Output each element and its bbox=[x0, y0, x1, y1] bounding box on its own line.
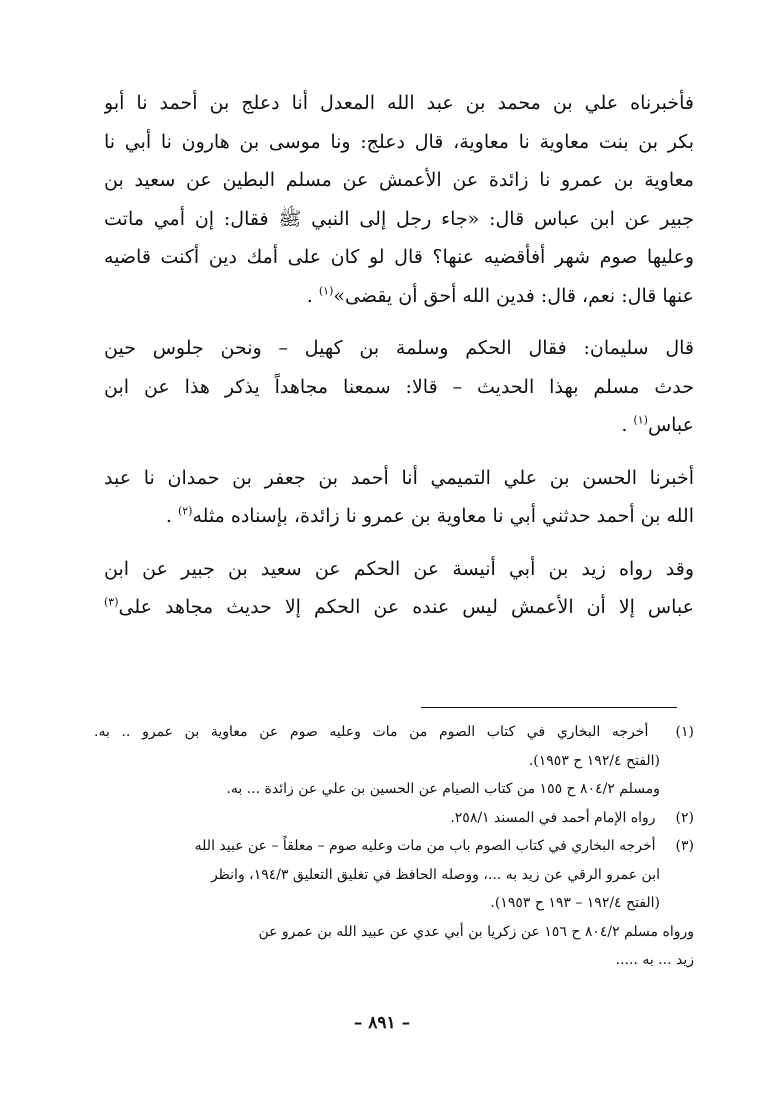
footnote-text: ومسلم ٨٠٤/٢ ح ١٥٥ من كتاب الصيام عن الحسين بن علي عن زائدة ... به. bbox=[226, 781, 660, 797]
footnote-ref: (١) bbox=[633, 413, 648, 427]
footnote-line bbox=[94, 747, 694, 776]
footnote-text: (الفتح ١٩٢/٤ – ١٩٣ ح ١٩٥٣). bbox=[490, 895, 660, 911]
footnote-text: أخرجه البخاري في كتاب الصوم من مات وعليه صوم عن معاوية بن عمرو .. به. bbox=[94, 724, 649, 740]
text-line: جبير عن ابن عباس قال: «جاء رجل إلى النبي ﷺ فقال: إن أمي ماتت bbox=[104, 207, 694, 230]
footnote-line bbox=[94, 832, 694, 861]
footnote-line bbox=[94, 861, 694, 890]
text-line: عنها قال: نعم، قال: فدين الله أحق أن يقضى» bbox=[333, 284, 694, 307]
footnote-text: أخرجه البخاري في كتاب الصوم باب من مات وعليه صوم – معلقاً – عن عبيد الله bbox=[194, 838, 656, 854]
text-line: وقد رواه زيد بن أبي أنيسة عن الحكم عن سعيد بن جبير عن ابن bbox=[104, 557, 694, 580]
main-text bbox=[104, 84, 694, 641]
footnote-number: (٢) bbox=[675, 809, 694, 826]
footnote-line bbox=[94, 918, 694, 947]
paragraph-2 bbox=[104, 329, 694, 445]
text-line: قال سليمان: فقال الحكم وسلمة بن كهيل – ونحن جلوس حين bbox=[104, 337, 694, 359]
footnote-number: (٣) bbox=[675, 838, 694, 854]
footnote-separator bbox=[421, 707, 677, 708]
footnotes bbox=[94, 718, 694, 975]
paragraph-3 bbox=[104, 459, 694, 536]
text-line-with-ref bbox=[104, 588, 694, 627]
footnote-ref: (٢) bbox=[177, 504, 193, 518]
text-line-with-ref: عباس$^{(١)}$ . bbox=[621, 413, 694, 436]
text-line: حدث مسلم بهذا الحديث – قالا: سمعنا مجاهداً يذكر هذا عن ابن bbox=[104, 375, 694, 398]
paragraph-4 bbox=[104, 550, 694, 627]
footnote-text: زيد ... به ..... bbox=[615, 952, 694, 968]
text-line-with-ref: الله بن أحمد حدثني أبي نا معاوية بن عمرو نا زائدة، بإسناده مثله$^{(٢)}$ . bbox=[165, 504, 694, 527]
footnote-ref: (١) bbox=[318, 284, 334, 298]
text-line: معاوية بن عمرو نا زائدة عن الأعمش عن مسلم البطين عن سعيد بن bbox=[104, 169, 694, 191]
footnote-text: ابن عمرو الرقي عن زيد به ...، ووصله الحافظ في تغليق التعليق ١٩٤/٣، وانظر bbox=[210, 866, 660, 883]
text-line: فأخبرناه علي بن محمد بن عبد الله المعدل أنا دعلج بن أحمد نا أبو bbox=[104, 92, 694, 114]
text-line: عباس إلا أن الأعمش ليس عنده عن الحكم إلا حديث مجاهد على bbox=[118, 596, 694, 618]
footnote-line bbox=[94, 775, 694, 804]
footnote-text: (الفتح ١٩٢/٤ ح ١٩٥٣). bbox=[528, 752, 660, 769]
footnote-line bbox=[94, 718, 694, 747]
footnote-line bbox=[94, 889, 694, 918]
text-line: وعليها صوم شهر أفأقضيه عنها؟ قال لو كان على أمك دين أكنت قاضيه bbox=[104, 246, 694, 268]
text-line: عباس bbox=[647, 414, 694, 436]
footnote-number: (١) bbox=[675, 724, 694, 740]
text-line: أخبرنا الحسن بن علي التميمي أنا أحمد بن جعفر بن حمدان نا عبد bbox=[104, 466, 694, 489]
footnote-line bbox=[94, 804, 694, 833]
footnote-line bbox=[94, 946, 694, 975]
paragraph-1 bbox=[104, 84, 694, 315]
text-line: الله بن أحمد حدثني أبي نا معاوية بن عمرو نا زائدة، بإسناده مثله bbox=[192, 505, 694, 527]
footnote-ref: (٣) bbox=[104, 595, 119, 609]
text-line: بكر بن بنت معاوية نا معاوية، قال دعلج: ونا موسى بن هارون نا أبي نا bbox=[104, 130, 694, 153]
footnote-text: رواه الإمام أحمد في المسند ٢٥٨/١. bbox=[450, 809, 656, 826]
footnote-text: ورواه مسلم ٨٠٤/٢ ح ١٥٦ عن زكريا بن أبي عدي عن عبيد الله بن عمرو عن bbox=[258, 923, 694, 940]
text-line-with-ref: عنها قال: نعم، قال: فدين الله أحق أن يقضى»$^{(١)}$ . bbox=[306, 284, 694, 307]
page-number: – ٨٩١ – bbox=[353, 1013, 411, 1033]
